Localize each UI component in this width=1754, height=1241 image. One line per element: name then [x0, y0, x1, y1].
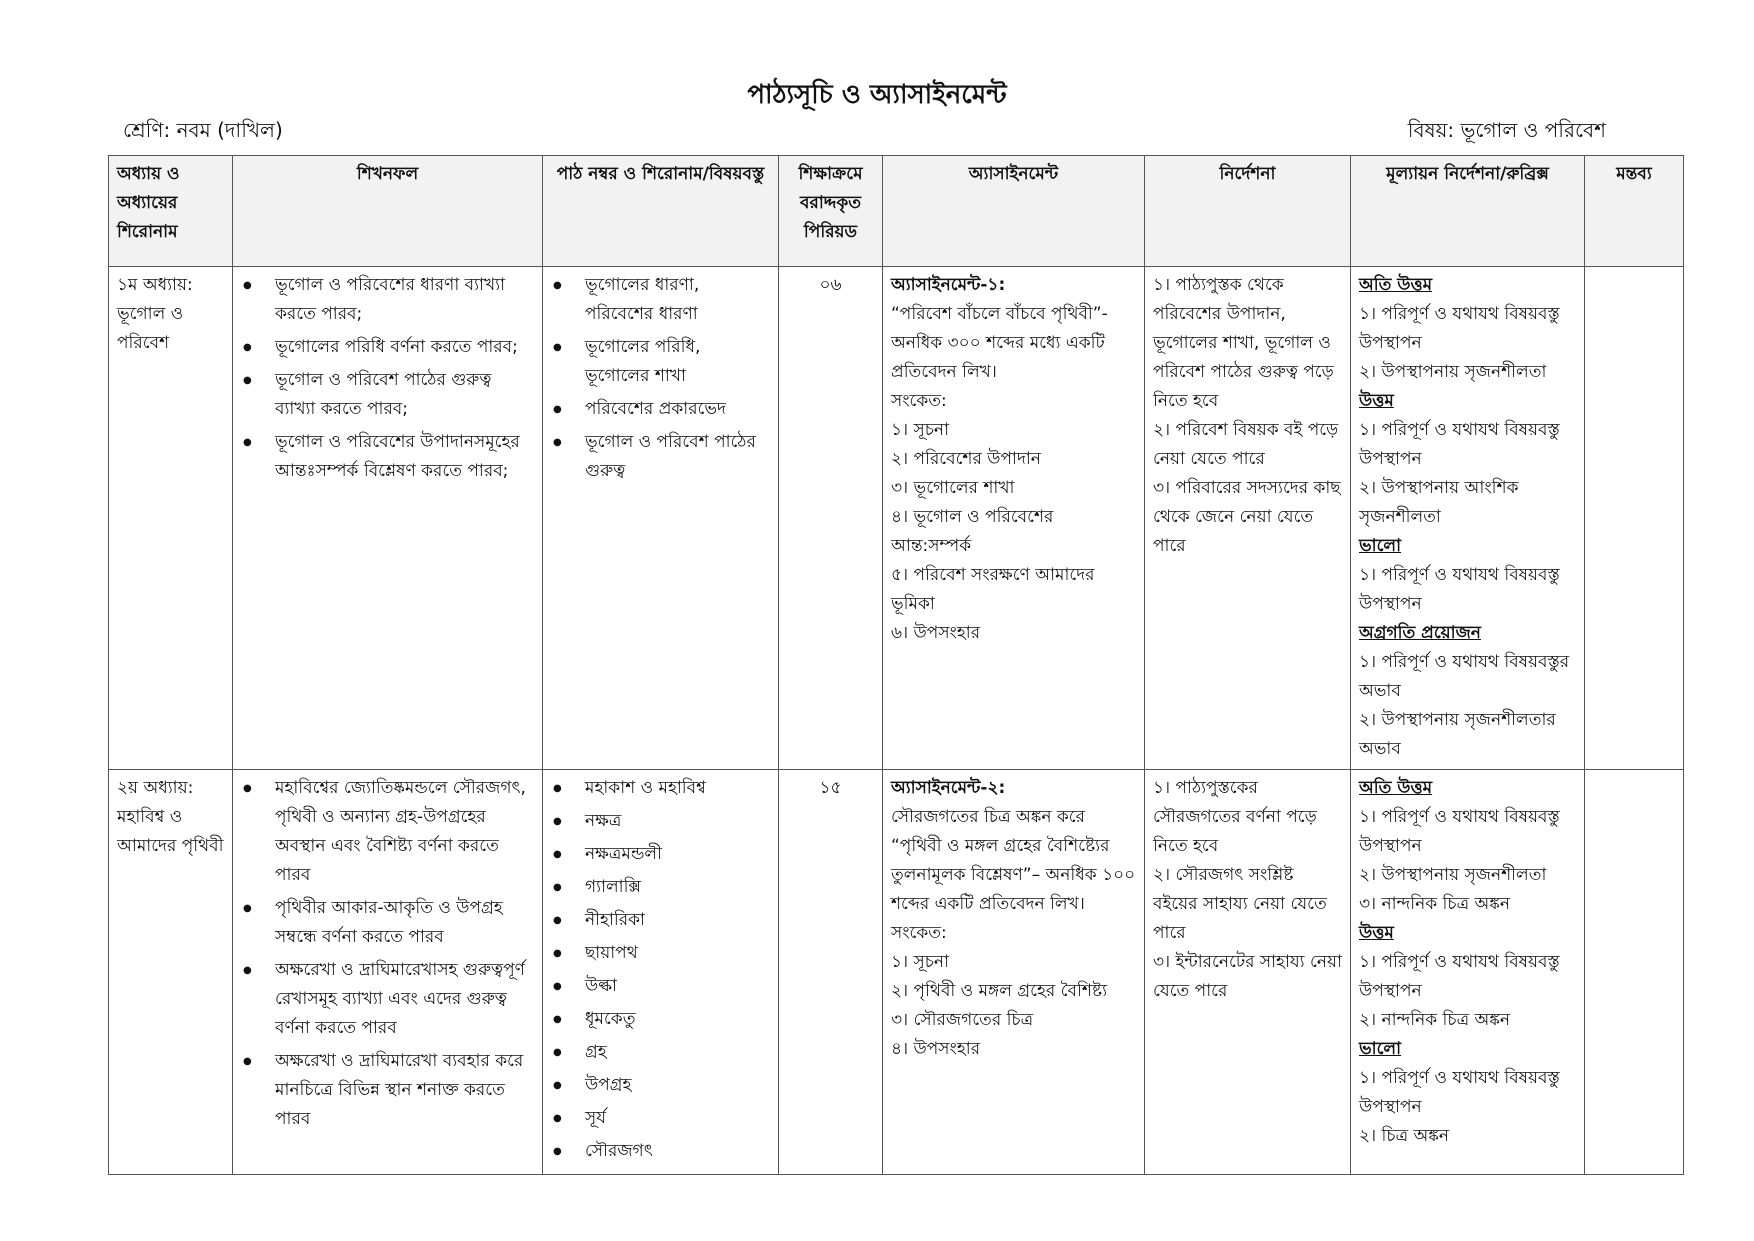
assignment-hint: ৩। ভূগোলের শাখা: [891, 478, 1015, 498]
outcomes-cell: [233, 770, 543, 1175]
class-label: শ্রেণি: নবম (দাখিল): [123, 118, 283, 142]
subject-label: বিষয়: ভূগোল ও পরিবেশ: [1407, 118, 1606, 142]
chapter-cell: [109, 770, 233, 1175]
page-title: পাঠ্যসূচি ও অ্যাসাইনমেন্ট: [747, 80, 1007, 110]
assignment-hint: ৪। ভূগোল ও পরিবেশের আন্ত:সম্পর্ক: [891, 507, 1054, 556]
header-assignment: অ্যাসাইনমেন্ট: [883, 156, 1145, 267]
header-outcomes: শিখনফল: [233, 156, 543, 267]
header-chapter: অধ্যায় ও অধ্যায়ের শিরোনাম: [109, 156, 233, 267]
rubric-item: ২। উপস্থাপনায় সৃজনশীলতা: [1359, 362, 1547, 382]
outcome-item: ● ভূগোল ও পরিবেশের উপাদানসমূহের আন্তঃসম্পর্ক বিশ্লেষণ করতে পারব;: [241, 428, 534, 486]
outcome-list: [241, 774, 534, 1134]
assignment-text: “পরিবেশ বাঁচলে বাঁচবে পৃথিবী”- অনধিক ৩০০ শব্দের মধ্যে একটি প্রতিবেদন লিখ।: [891, 304, 1108, 382]
lesson-item: ● ভূগোলের ধারণা, পরিবেশের ধারণা: [551, 271, 770, 329]
instruction-item: ২। পরিবেশ বিষয়ক বই পড়ে নেয়া যেতে পারে: [1153, 420, 1339, 469]
lesson-item: ● নক্ষত্র: [551, 807, 770, 836]
table-row: [109, 267, 1684, 770]
outcome-item: ● ভূগোল ও পরিবেশের ধারণা ব্যাখ্যা করতে পারব;: [241, 271, 534, 329]
assignment-hint: ১। সূচনা: [891, 952, 949, 972]
rubric-level: উত্তম: [1359, 391, 1394, 411]
chapter-cell: [109, 267, 233, 770]
periods-cell: [779, 267, 883, 770]
header-periods: শিক্ষাক্রমে বরাদ্দকৃত পিরিয়ড: [779, 156, 883, 267]
assignment-hint: ৪। উপসংহার: [891, 1039, 981, 1059]
assignment-cell: [883, 770, 1145, 1175]
outcomes-cell: [233, 267, 543, 770]
lesson-item: ● ছায়াপথ: [551, 939, 770, 968]
table-row: [109, 770, 1684, 1175]
rubric-item: ২। উপস্থাপনায় সৃজনশীলতার অভাব: [1359, 710, 1556, 759]
rubric-item: ১। পরিপূর্ণ ও যথাযথ বিষয়বস্তু উপস্থাপন: [1359, 565, 1560, 614]
outcome-item: ● ভূগোল ও পরিবেশ পাঠের গুরুত্ব ব্যাখ্যা করতে পারব;: [241, 366, 534, 424]
outcome-item: ● পৃথিবীর আকার-আকৃতি ও উপগ্রহ সম্বন্ধে বর্ণনা করতে পারব: [241, 894, 534, 952]
lesson-item: ● উপগ্রহ: [551, 1071, 770, 1100]
outcome-list: [241, 271, 534, 486]
header-row: [109, 156, 1684, 267]
rubric-item: ১। পরিপূর্ণ ও যথাযথ বিষয়বস্তু উপস্থাপন: [1359, 1068, 1560, 1117]
rubric-level: উত্তম: [1359, 923, 1394, 943]
rubric-item: ২। উপস্থাপনায় আংশিক সৃজনশীলতা: [1359, 478, 1519, 527]
rubric-level: ভালো: [1359, 1039, 1402, 1059]
rubric-level: অগ্রগতি প্রয়োজন: [1359, 623, 1481, 643]
remarks-cell: [1585, 770, 1684, 1175]
rubric-item: ১। পরিপূর্ণ ও যথাযথ বিষয়বস্তু উপস্থাপন: [1359, 420, 1560, 469]
assignment-hint-label: সংকেত:: [891, 391, 947, 411]
lesson-item: ● সৌরজগৎ: [551, 1137, 770, 1166]
outcome-item: ● মহাবিশ্বের জ্যোতিষ্কমন্ডলে সৌরজগৎ, পৃথিবী ও অন্যান্য গ্রহ-উপগ্রহের অবস্থান এবং বৈশিষ্ট্য বর্ণনা করতে পারব: [241, 774, 534, 890]
header-rubric: মূল্যায়ন নির্দেশনা/রুব্রিক্স: [1351, 156, 1585, 267]
rubric-item: ১। পরিপূর্ণ ও যথাযথ বিষয়বস্তু উপস্থাপন: [1359, 952, 1560, 1001]
assignment-hint: ৩। সৌরজগতের চিত্র: [891, 1010, 1034, 1030]
rubric-cell: [1351, 267, 1585, 770]
rubric-cell: [1351, 770, 1585, 1175]
remarks-cell: [1585, 267, 1684, 770]
instruction-item: ১। পাঠ্যপুস্তকের সৌরজগতের বর্ণনা পড়ে নিতে হবে: [1153, 778, 1317, 856]
lesson-list: [551, 774, 770, 1166]
instruction-item: ১। পাঠ্যপুস্তক থেকে পরিবেশের উপাদান, ভূগোলের শাখা, ভূগোল ও পরিবেশ পাঠের গুরুত্ব পড়ে নিতে হবে: [1153, 275, 1334, 411]
instruction-item: ২। সৌরজগৎ সংশ্লিষ্ট বইয়ের সাহায্য নেয়া যেতে পারে: [1153, 865, 1327, 943]
lesson-item: ● উল্কা: [551, 972, 770, 1001]
periods-cell: [779, 770, 883, 1175]
assignment-hint: ৫। পরিবেশ সংরক্ষণে আমাদের ভূমিকা: [891, 565, 1095, 614]
assignment-title: অ্যাসাইনমেন্ট-২:: [891, 778, 1006, 798]
instructions-cell: [1145, 770, 1351, 1175]
outcome-item: ● অক্ষরেখা ও দ্রাঘিমারেখা ব্যবহার করে মানচিত্রে বিভিন্ন স্থান শনাক্ত করতে পারব: [241, 1047, 534, 1134]
lessons-cell: [543, 770, 779, 1175]
assignment-hint-label: সংকেত:: [891, 923, 947, 943]
period-count: ০৬: [819, 275, 842, 295]
rubric-item: ২। উপস্থাপনায় সৃজনশীলতা: [1359, 865, 1547, 885]
rubric-item: ১। পরিপূর্ণ ও যথাযথ বিষয়বস্তু উপস্থাপন: [1359, 807, 1560, 856]
chapter-title: ১ম অধ্যায়: ভূগোল ও পরিবেশ: [117, 275, 193, 353]
assignment-hint: ২। পরিবেশের উপাদান: [891, 449, 1041, 469]
instructions-cell: [1145, 267, 1351, 770]
assignment-text: সৌরজগতের চিত্র অঙ্কন করে “পৃথিবী ও মঙ্গল গ্রহের বৈশিষ্ট্যের তুলনামূলক বিশ্লেষণ”– অনধিক ১০০ শব্দের একটি প্রতিবেদন লিখ।: [891, 807, 1136, 914]
syllabus-table: [108, 155, 1684, 1175]
lesson-item: ● সূর্য: [551, 1104, 770, 1133]
header-remarks: মন্তব্য: [1585, 156, 1684, 267]
chapter-title: ২য় অধ্যায়: মহাবিশ্ব ও আমাদের পৃথিবী: [117, 778, 224, 856]
rubric-level: অতি উত্তম: [1359, 778, 1433, 798]
rubric-item: ২। নান্দনিক চিত্র অঙ্কন: [1359, 1010, 1510, 1030]
assignment-cell: [883, 267, 1145, 770]
lesson-item: ● নীহারিকা: [551, 906, 770, 935]
lesson-item: ● মহাকাশ ও মহাবিশ্ব: [551, 774, 770, 803]
lessons-cell: [543, 267, 779, 770]
rubric-level: অতি উত্তম: [1359, 275, 1433, 295]
lesson-item: ● গ্যালাক্সি: [551, 873, 770, 902]
rubric-item: ১। পরিপূর্ণ ও যথাযথ বিষয়বস্তুর অভাব: [1359, 652, 1570, 701]
assignment-hint: ৬। উপসংহার: [891, 623, 981, 643]
lesson-item: ● পরিবেশের প্রকারভেদ: [551, 395, 770, 424]
rubric-item: ৩। নান্দনিক চিত্র অঙ্কন: [1359, 894, 1510, 914]
lesson-item: ● নক্ষত্রমন্ডলী: [551, 840, 770, 869]
rubric-item: ১। পরিপূর্ণ ও যথাযথ বিষয়বস্তু উপস্থাপন: [1359, 304, 1560, 353]
lesson-item: ● ভূগোলের পরিধি, ভূগোলের শাখা: [551, 333, 770, 391]
lesson-item: ● গ্রহ: [551, 1038, 770, 1067]
outcome-item: ● অক্ষরেখা ও দ্রাঘিমারেখাসহ গুরুত্বপূর্ণ রেখাসমূহ ব্যাখ্যা এবং এদের গুরুত্ব বর্ণনা করতে পারব: [241, 956, 534, 1043]
outcome-item: ● ভূগোলের পরিধি বর্ণনা করতে পারব;: [241, 333, 534, 362]
header-instructions: নির্দেশনা: [1145, 156, 1351, 267]
period-count: ১৫: [819, 778, 842, 798]
assignment-hint: ২। পৃথিবী ও মঙ্গল গ্রহের বৈশিষ্ট্য: [891, 981, 1108, 1001]
assignment-hint: ১। সূচনা: [891, 420, 949, 440]
instruction-item: ৩। ইন্টারনেটের সাহায্য নেয়া যেতে পারে: [1153, 952, 1342, 1001]
lesson-item: ● ধূমকেতু: [551, 1005, 770, 1034]
assignment-title: অ্যাসাইনমেন্ট-১:: [891, 275, 1006, 295]
instruction-item: ৩। পরিবারের সদস্যদের কাছ থেকে জেনে নেয়া যেতে পারে: [1153, 478, 1341, 556]
rubric-item: ২। চিত্র অঙ্কন: [1359, 1126, 1449, 1146]
header-lesson: পাঠ নম্বর ও শিরোনাম/বিষয়বস্তু: [543, 156, 779, 267]
rubric-level: ভালো: [1359, 536, 1402, 556]
lesson-item: ● ভূগোল ও পরিবেশ পাঠের গুরুত্ব: [551, 428, 770, 486]
lesson-list: [551, 271, 770, 486]
